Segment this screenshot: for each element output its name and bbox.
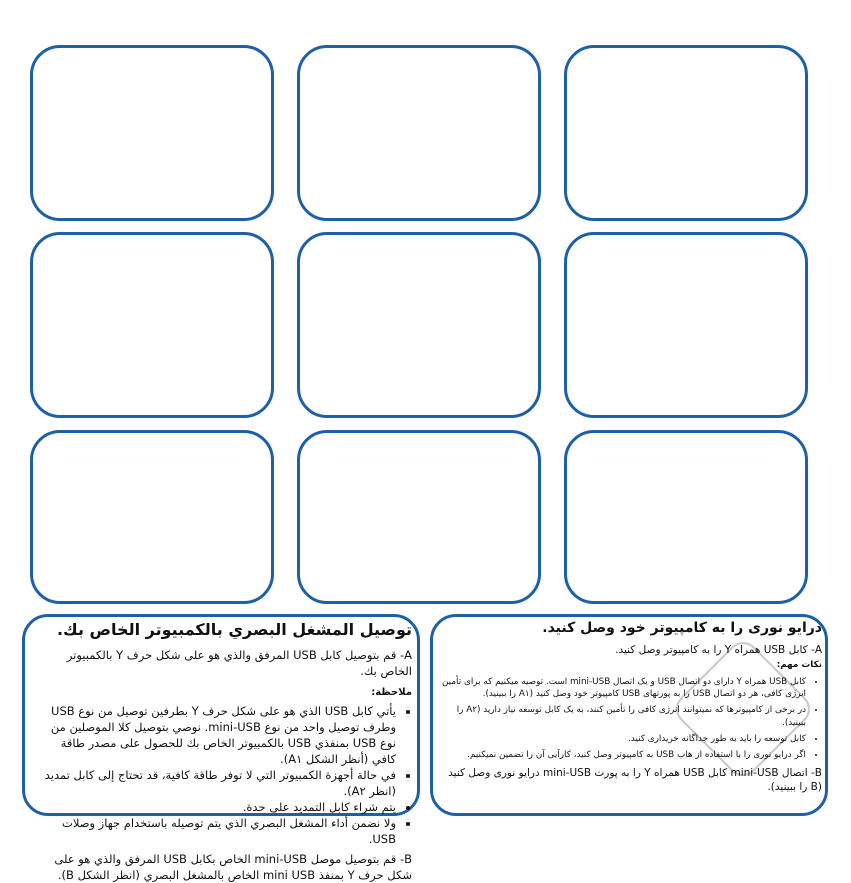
persian-note-label: نکات مهم: (776, 659, 822, 670)
figure-panel-8 (297, 430, 541, 604)
persian-title: درایو نوری را به کامپیوتر خود وصل کنید. (542, 620, 822, 636)
arabic-step-a: A- قم بتوصيل كابل USB المرفق والذي هو على شكل حرف Y بالكمبيوتر الخاص بك. (66, 648, 412, 678)
persian-step-a: A- کابل USB همراه Y را به کامپیوتر وصل کنید. (615, 644, 822, 656)
arabic-note-3: • يتم شراء كابل التمديد على حدة. (34, 799, 396, 815)
persian-notes-list (442, 676, 822, 762)
figure-panel-9 (564, 430, 808, 604)
figure-panel-2 (297, 45, 541, 221)
arabic-note-2: • في حالة أجهزة الكمبيوتر التي لا توفر طاقة كافية، قد تحتاج إلى كابل تمديد (انظر A٢). (34, 767, 396, 799)
figure-panel-6 (564, 232, 808, 418)
figure-panel-1 (30, 45, 274, 221)
arabic-title: توصيل المشغل البصري بالكمبيوتر الخاص بك. (56, 620, 412, 639)
persian-note-3: • کابل توسعه را باید به طور جداگانه خریداری کنید. (442, 733, 806, 746)
persian-note-1: • کابل USB همراه Y دارای دو اتصال USB و یک اتصال mini-USB است. توصیه میکنیم که برای تأمین انرژی کافی، هر دو اتصال USB را به پورتهای USB کامپیوتر خود وصل کنید (A١ را ببینید). (442, 676, 806, 702)
figure-panel-3 (564, 45, 808, 221)
figure-panel-4 (30, 232, 274, 418)
persian-note-2: • در برخی از کامپیوترها که نمیتوانند انرژی کافی را تأمین کنند، به یک کابل توسعه نیاز دارید (A٢ را ببینید). (442, 704, 806, 730)
figure-panel-5 (297, 232, 541, 418)
arabic-note-4: • ولا نضمن أداء المشغل البصري الذي يتم توصيله باستخدام جهاز وصلات USB. (34, 815, 396, 847)
figure-panel-7 (30, 430, 274, 604)
arabic-notes-list (34, 703, 412, 847)
arabic-instructions (34, 620, 412, 883)
persian-step-b: B- اتصال mini-USB کابل USB همراه Y را به پورت mini-USB درایو نوری وصل کنید (B را ببینید). (448, 767, 822, 794)
persian-instructions (442, 620, 822, 794)
arabic-note-1: • يأتي كابل USB الذي هو على شكل حرف Y بطرفين توصيل من نوع USB وطرف توصيل واحد من نوع mini-USB. نوصي بتوصيل كلا الموصلين من نوع USB بمنفذي USB بالكمبيوتر الخاص بك للحصول على مصدر طاقة كافي (أنظر الشكل A١). (34, 703, 396, 767)
persian-note-4: • اگر درایو نوری را با استفاده از هاب USB به کامپیوتر وصل کنید، کارآیی آن را تضمین نمیکنیم. (442, 749, 806, 762)
arabic-note-label: ملاحظة: (371, 687, 412, 698)
arabic-step-b: B- قم بتوصيل موصل mini-USB الخاص بكابل USB المرفق والذي هو على شكل حرف Y بمنفذ mini USB الخاص بالمشغل البصري (انظر الشكل B). (54, 852, 412, 882)
